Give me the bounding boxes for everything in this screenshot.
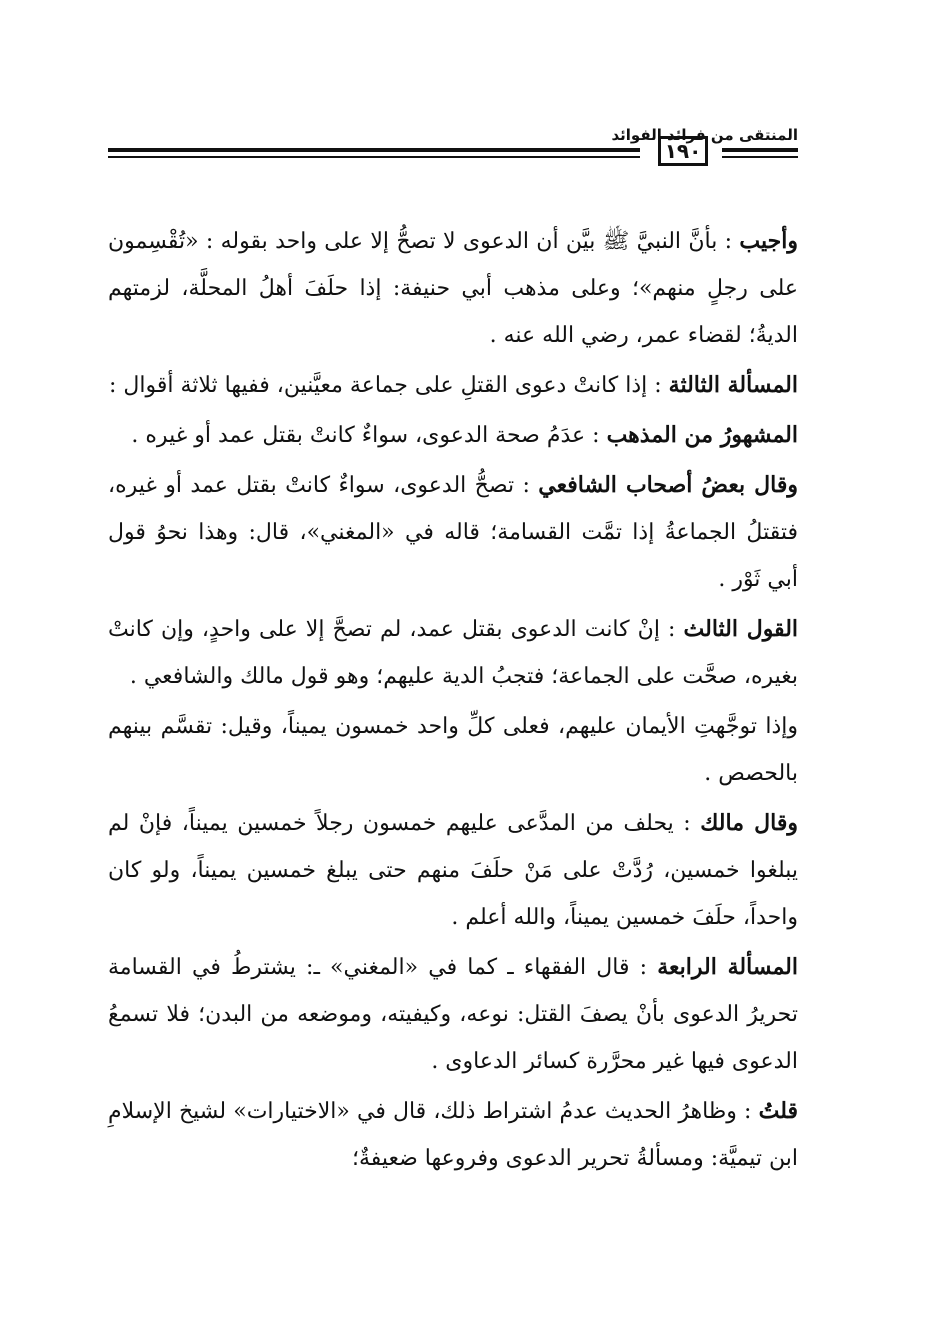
paragraph-text: : قال الفقهاء ـ كما في «المغني» ـ: يشترطُ في القسامة تحريرُ الدعوى بأنْ يصفَ القتل: نوعه، وكيفيته، وموضعه من البدن؛ فلا تسمعُ الدعوى فيها غير محرَّرة كسائر الدعاوى . (108, 955, 798, 1074)
paragraph-lead: المسألة الثالثة (668, 372, 798, 398)
paragraph-2 (108, 362, 798, 409)
paragraph-5 (108, 606, 798, 700)
paragraph-lead: وأجيب (739, 228, 798, 254)
paragraph-9 (108, 1088, 798, 1182)
running-header (108, 118, 798, 178)
paragraph-text: : بأنَّ النبيَّ ﷺ بيَّن أن الدعوى لا تصحُّ إلا على واحد بقوله : «تُقْسِمون على رجلٍ منهم»؛ وعلى مذهب أبي حنيفة: إذا حلَفَ أهلُ المحلَّة، لزمتهم الديةُ؛ لقضاء عمر، رضي الله عنه . (108, 229, 798, 348)
paragraph-lead: وقال مالك (700, 810, 798, 836)
paragraph-3 (108, 412, 798, 459)
paragraph-text: : يحلف من المدَّعى عليهم خمسون رجلاً خمسين يميناً، فإنْ لم يبلغوا خمسين، رُدَّتْ على مَنْ حلَفَ منهم حتى يبلغ خمسين يميناً، ولو كان واحداً، حلَفَ خمسين يميناً، والله أعلم . (108, 811, 798, 930)
paragraph-lead: المسألة الرابعة (657, 954, 798, 980)
paragraph-lead: وقال بعضُ أصحاب الشافعي (538, 472, 799, 498)
paragraph-lead: قلتُ (758, 1098, 798, 1124)
header-rule-right (722, 148, 798, 158)
page-body (108, 218, 798, 1182)
paragraph-7 (108, 800, 798, 941)
header-rule-left (108, 148, 640, 158)
paragraph-4 (108, 462, 798, 603)
paragraph-6 (108, 703, 798, 797)
paragraph-text: : عدَمُ صحة الدعوى، سواءٌ كانتْ بقتل عمد أو غيره . (131, 423, 600, 448)
paragraph-text: : إنْ كانت الدعوى بقتل عمد، لم تصحَّ إلا على واحدٍ، وإن كانتْ بغيره، صحَّت على الجماعة؛ فتجبُ الدية عليهم؛ وهو قول مالك والشافعي . (108, 617, 798, 689)
paragraph-1 (108, 218, 798, 359)
paragraph-text: : تصحُّ الدعوى، سواءٌ كانتْ بقتل عمد أو غيره، فتقتلُ الجماعةُ إذا تمَّت القسامة؛ قاله في «المغني»، قال: وهذا نحوُ قول أبي ثَوْر . (108, 473, 799, 592)
paragraph-8 (108, 944, 798, 1085)
paragraph-text: : وظاهرُ الحديث عدمُ اشتراط ذلك، قال في «الاختيارات» لشيخ الإسلامِ ابن تيميَّة: ومسألةُ تحرير الدعوى وفروعها ضعيفةٌ؛ (108, 1099, 798, 1171)
page-number: ١٩٠ (658, 136, 708, 166)
book-title: المنتقى من فرائد الفوائد (611, 126, 798, 144)
paragraph-text: وإذا توجَّهتِ الأيمان عليهم، فعلى كلِّ واحد خمسون يميناً، وقيل: تقسَّم بينهم بالحصص . (108, 714, 798, 786)
paragraph-text: : إذا كانتْ دعوى القتلِ على جماعة معيَّنين، ففيها ثلاثة أقوال : (109, 373, 662, 398)
paragraph-lead: القول الثالث (683, 616, 799, 642)
paragraph-lead: المشهورُ من المذهب (606, 422, 798, 448)
